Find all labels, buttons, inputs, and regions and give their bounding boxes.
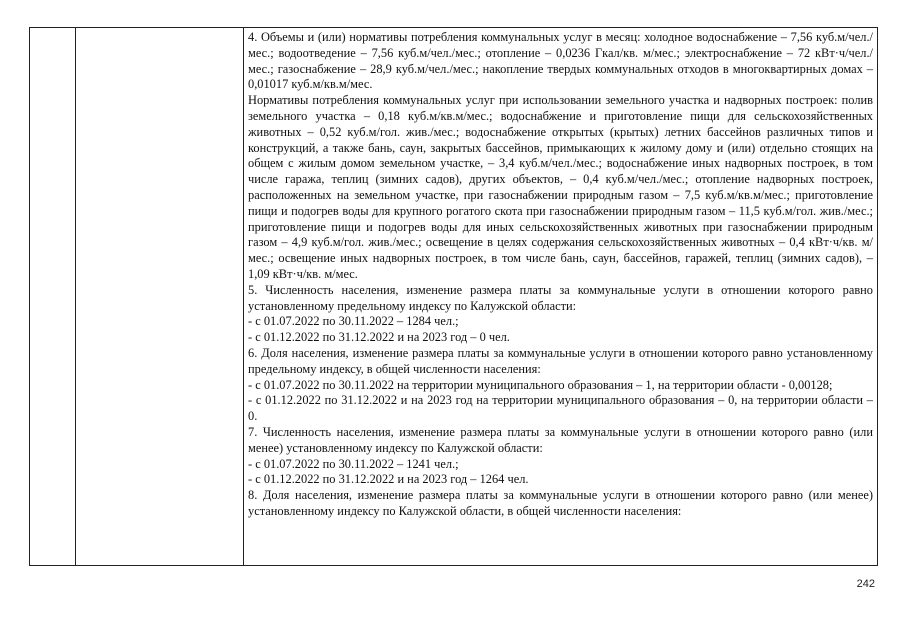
page-number: 242 (856, 578, 875, 590)
column-divider-1 (75, 28, 76, 565)
document-table (29, 27, 878, 566)
section-5-item-2: - с 01.12.2022 по 31.12.2022 и на 2023 год – 0 чел. (248, 330, 510, 345)
table-cell-content (248, 30, 873, 520)
section-7-heading: 7. Численность населения, изменение размера платы за коммунальные услуги в отношении которого равно (или менее) установленному индексу по Калужской области: (248, 424, 873, 455)
section-5-item-1: - с 01.07.2022 по 30.11.2022 – 1284 чел.; (248, 314, 459, 329)
section-6-heading: 6. Доля населения, изменение размера платы за коммунальные услуги в отношении которого равно установленному предельному индексу, в общей численности населения: (248, 345, 873, 376)
section-8-heading: 8. Доля населения, изменение размера платы за коммунальные услуги в отношении которого равно (или менее) установленному индексу по Калужской области, в общей численности населения: (248, 488, 873, 518)
section-6-item-1: - с 01.07.2022 по 30.11.2022 на территории муниципального образования – 1, на территории области - 0,00128; (248, 377, 833, 392)
section-4-intro: 4. Объемы и (или) нормативы потребления коммунальных услуг в месяц: холодное водоснабжение – 7,56 куб.м/чел./мес.; водоотведение – 7,56 куб.м/чел./мес.; отопление – 0,0236 Гкал/кв. м/мес.; электроснабжение – 72 кВт·ч/чел./мес.; газоснабжение – 28,9 куб.м/чел./мес.; накопление твердых коммунальных отходов в многоквартирных домах – 0,01017 куб.м/кв.м/мес. (248, 30, 873, 92)
section-7-item-1: - с 01.07.2022 по 30.11.2022 – 1241 чел.; (248, 456, 459, 471)
section-6-item-2: - с 01.12.2022 по 31.12.2022 и на 2023 год на территории муниципального образования – 0, на территории области – 0. (248, 393, 873, 424)
column-divider-2 (243, 28, 244, 565)
section-4-land-norms: Нормативы потребления коммунальных услуг при использовании земельного участка и надворных построек: полив земельного участка – 0,18 куб.м/кв.м/мес.; водоснабжение и приготовление пищи для сельскохозяйственных животных – 0,52 куб.м/гол. жив./мес.; водоснабжение открытых (крытых) летних бассейнов различных типов и конструкций, а также бань, саун, закрытых бассейнов, примыкающих к жилому дому и (или) отдельно стоящих на общем с жилым домом земельном участке, – 3,4 куб.м/чел./мес.; водоснабжение иных надворных построек, в том числе гаража, теплиц (зимних садов), других объектов, – 0,4 куб.м/чел./мес.; отопление надворных построек, расположенных на земельном участке, при газоснабжении природным газом – 7,5 куб.м/кв.м/мес.; приготовление пищи и подогрев воды для крупного рогатого скота при газоснабжении природным газом – 11,5 куб.м/гол. жив./мес.; приготовление пищи и подогрев воды для иных сельскохозяйственных животных при газоснабжении природным газом – 4,9 куб.м/гол. жив./мес.; освещение в целях содержания сельскохозяйственных животных – 0,4 кВт·ч/кв. м/мес.; освещение иных надворных построек, в том числе бань, саун, бассейнов, гаражей, теплиц (зимних садов), – 1,09 кВт·ч/кв. м/мес. (248, 93, 873, 281)
section-7-item-2: - с 01.12.2022 по 31.12.2022 и на 2023 год – 1264 чел. (248, 472, 529, 487)
section-5-heading: 5. Численность населения, изменение размера платы за коммунальные услуги в отношении которого равно установленному предельному индексу по Калужской области: (248, 282, 873, 313)
